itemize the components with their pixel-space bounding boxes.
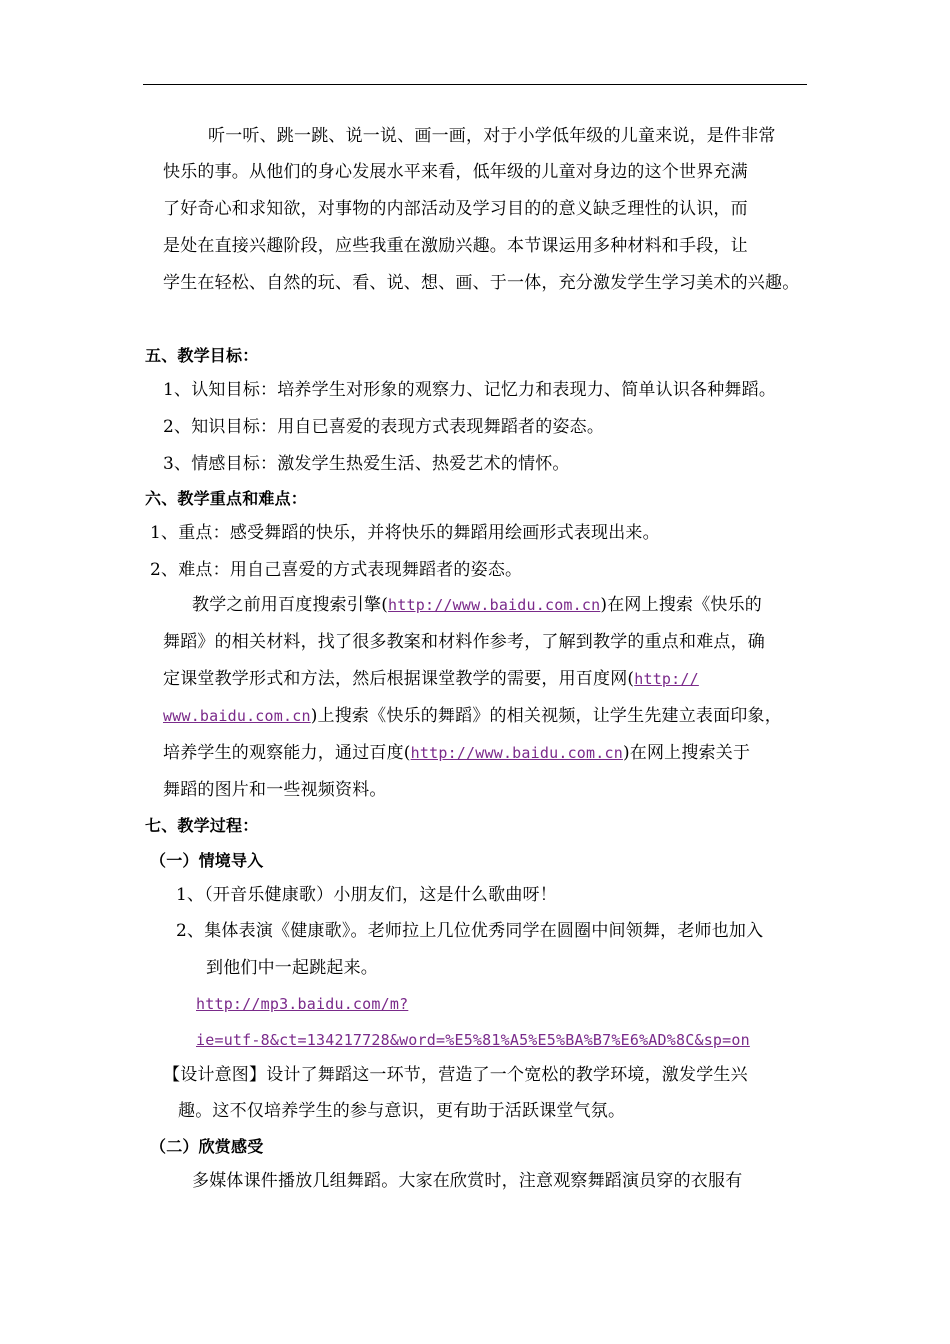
sub-1-heading: （一）情境导入 xyxy=(150,851,264,870)
baidu-link[interactable]: http://www.baidu.com.cn xyxy=(388,596,601,614)
intro-line-3: 了好奇心和求知欲，对事物的内部活动及学习目的的意义缺乏理性的认识，而 xyxy=(163,199,748,219)
para-text: 定课堂教学形式和方法，然后根据课堂教学的需要，用百度网( xyxy=(163,669,635,689)
mp3-link-line-1[interactable]: http://mp3.baidu.com/m? xyxy=(196,995,409,1013)
para-text: 教学之前用百度搜索引擎( xyxy=(192,595,389,615)
header-rule xyxy=(143,84,807,85)
design-intent-b: 趣。这不仅培养学生的参与意识，更有助于活跃课堂气氛。 xyxy=(178,1101,626,1121)
appreciation-text: 多媒体课件播放几组舞蹈。大家在欣赏时，注意观察舞蹈演员穿的衣服有 xyxy=(192,1171,743,1191)
process-item-2a: 2、集体表演《健康歌》。老师拉上几位优秀同学在圆圈中间领舞，老师也加入 xyxy=(176,921,764,941)
baidu-link[interactable]: http:// xyxy=(634,670,699,688)
para-text: )在网上搜索《快乐的 xyxy=(600,595,762,615)
para-line-6: 舞蹈的图片和一些视频资料。 xyxy=(163,780,387,800)
para-line-5 xyxy=(163,742,750,764)
design-intent-a: 【设计意图】设计了舞蹈这一环节，营造了一个宽松的教学环境，激发学生兴 xyxy=(163,1065,748,1085)
para-line-1 xyxy=(192,594,762,616)
intro-line-1: 听一听、跳一跳、说一说、画一画，对于小学低年级的儿童来说，是件非常 xyxy=(208,126,776,146)
section-7-heading: 七、教学过程： xyxy=(145,816,259,835)
goal-2: 2、知识目标：用自已喜爱的表现方式表现舞蹈者的姿态。 xyxy=(163,417,605,437)
para-text: )上搜索《快乐的舞蹈》的相关视频，让学生先建立表面印象， xyxy=(310,706,782,726)
goal-3: 3、情感目标：激发学生热爱生活、热爱艺术的情怀。 xyxy=(163,454,570,474)
sub-2-heading: （二）欣赏感受 xyxy=(150,1137,264,1156)
para-text: 培养学生的观察能力，通过百度( xyxy=(163,743,411,763)
keypoint-1: 1、重点：感受舞蹈的快乐，并将快乐的舞蹈用绘画形式表现出来。 xyxy=(150,523,660,543)
para-text: )在网上搜索关于 xyxy=(622,743,751,763)
para-line-3 xyxy=(163,668,699,690)
mp3-link-line-2[interactable]: ie=utf-8&ct=134217728&word=%E5%81%A5%E5%BA%B7%E6%AD%8C&sp=on xyxy=(196,1031,750,1049)
process-item-1: 1、（开音乐健康歌）小朋友们，这是什么歌曲呀！ xyxy=(176,885,557,905)
para-line-4 xyxy=(163,705,782,727)
section-5-heading: 五、教学目标： xyxy=(145,346,259,365)
section-6-heading: 六、教学重点和难点： xyxy=(145,489,308,508)
process-item-2b: 到他们中一起跳起来。 xyxy=(206,958,378,978)
keypoint-2: 2、难点：用自己喜爱的方式表现舞蹈者的姿态。 xyxy=(150,560,523,580)
baidu-link[interactable]: www.baidu.com.cn xyxy=(163,707,311,725)
baidu-link[interactable]: http://www.baidu.com.cn xyxy=(410,744,623,762)
para-line-2: 舞蹈》的相关材料，找了很多教案和材料作参考，了解到教学的重点和难点，确 xyxy=(163,632,765,652)
intro-line-4: 是处在直接兴趣阶段，应些我重在激励兴趣。本节课运用多种材料和手段，让 xyxy=(163,236,748,256)
goal-1: 1、认知目标：培养学生对形象的观察力、记忆力和表现力、简单认识各种舞蹈。 xyxy=(163,380,777,400)
intro-line-5: 学生在轻松、自然的玩、看、说、想、画、于一体，充分激发学生学习美术的兴趣。 xyxy=(163,273,800,293)
intro-line-2: 快乐的事。从他们的身心发展水平来看，低年级的儿童对身边的这个世界充满 xyxy=(163,162,748,182)
